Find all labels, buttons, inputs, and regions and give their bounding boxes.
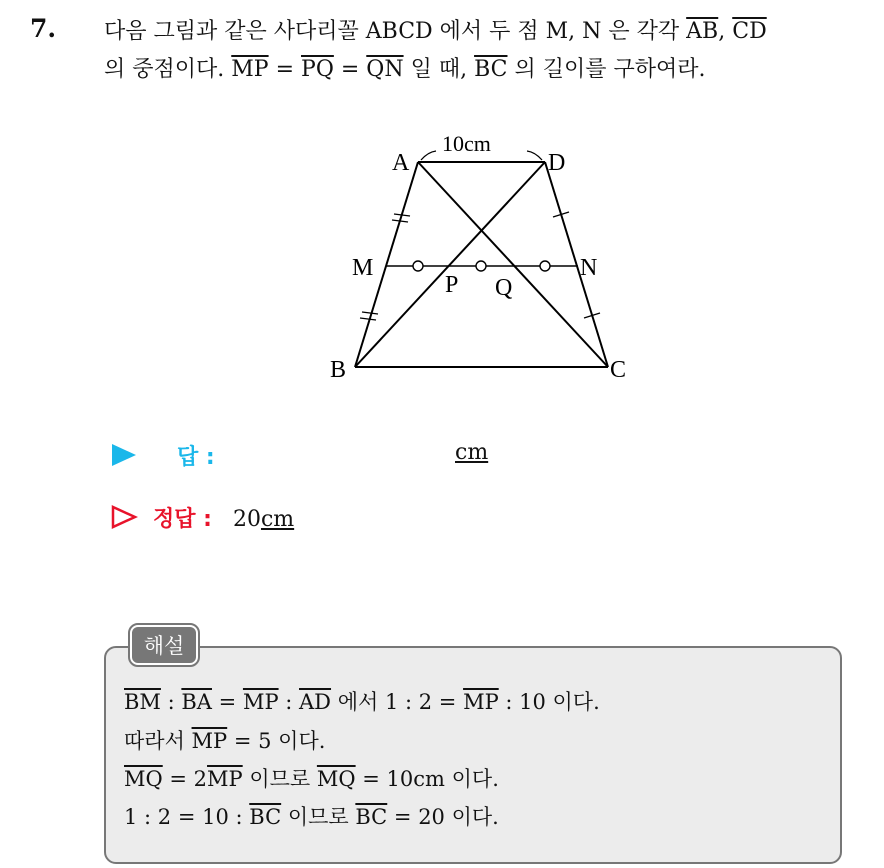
length-label-ad: 10cm <box>442 131 491 156</box>
solution-line-2: 따라서 $\overline{MP} = 5$ 이다. <box>124 729 326 753</box>
question-number: 7. <box>30 14 57 43</box>
correct-answer-unit: cm <box>260 507 295 532</box>
point-label-c: C <box>610 357 627 383</box>
answer-row <box>110 440 215 471</box>
answer-label: 답 : <box>177 445 215 470</box>
solution-box <box>104 646 842 864</box>
point-label-q: Q <box>495 275 513 301</box>
point-label-d: D <box>548 150 566 176</box>
trapezoid-figure <box>320 130 650 400</box>
point-label-m: M <box>352 255 374 281</box>
question-text-line2: 의 중점이다. $\overline{MP} = \overline{PQ} = \overline{QN}$ 일 때, $\overline{BC}$ 의 길이를 구하여라. <box>104 57 706 82</box>
correct-marker-icon <box>110 504 138 530</box>
answer-input[interactable] <box>455 440 488 465</box>
correct-answer-row <box>110 502 294 533</box>
solution-line-1: $\overline{BM}$ : $\overline{BA} = \overline{MP}$ : $\overline{AD}$ 에서 1 : $2 = \overline{MP}$ : 10 이다. <box>124 690 600 714</box>
solution-tab: 해설 <box>130 625 198 665</box>
correct-answer-value: 20 <box>232 507 261 532</box>
side-dc <box>545 162 608 367</box>
point-label-b: B <box>330 357 347 383</box>
answer-marker-icon <box>110 442 138 468</box>
point-label-n: N <box>580 255 598 281</box>
diagonal-bd <box>355 162 545 367</box>
question-text-line1: 다음 그림과 같은 사다리꼴 ABCD 에서 두 점 M, N 은 각각 $\overline{AB}$, $\overline{CD}$ <box>104 19 767 44</box>
solution-line-4: 1 : 2 = 10 : $\overline{BC}$ 이므로 $\overline{BC} = 20$ 이다. <box>124 805 499 829</box>
solution-line-3: $\overline{MQ} = 2\overline{MP}$ 이므로 $\overline{MQ} = 10cm$ 이다. <box>124 767 499 791</box>
point-label-a: A <box>392 150 410 176</box>
correct-answer-label: 정답 : <box>153 507 212 532</box>
answer-unit: cm <box>455 440 489 465</box>
point-label-p: P <box>445 272 459 298</box>
